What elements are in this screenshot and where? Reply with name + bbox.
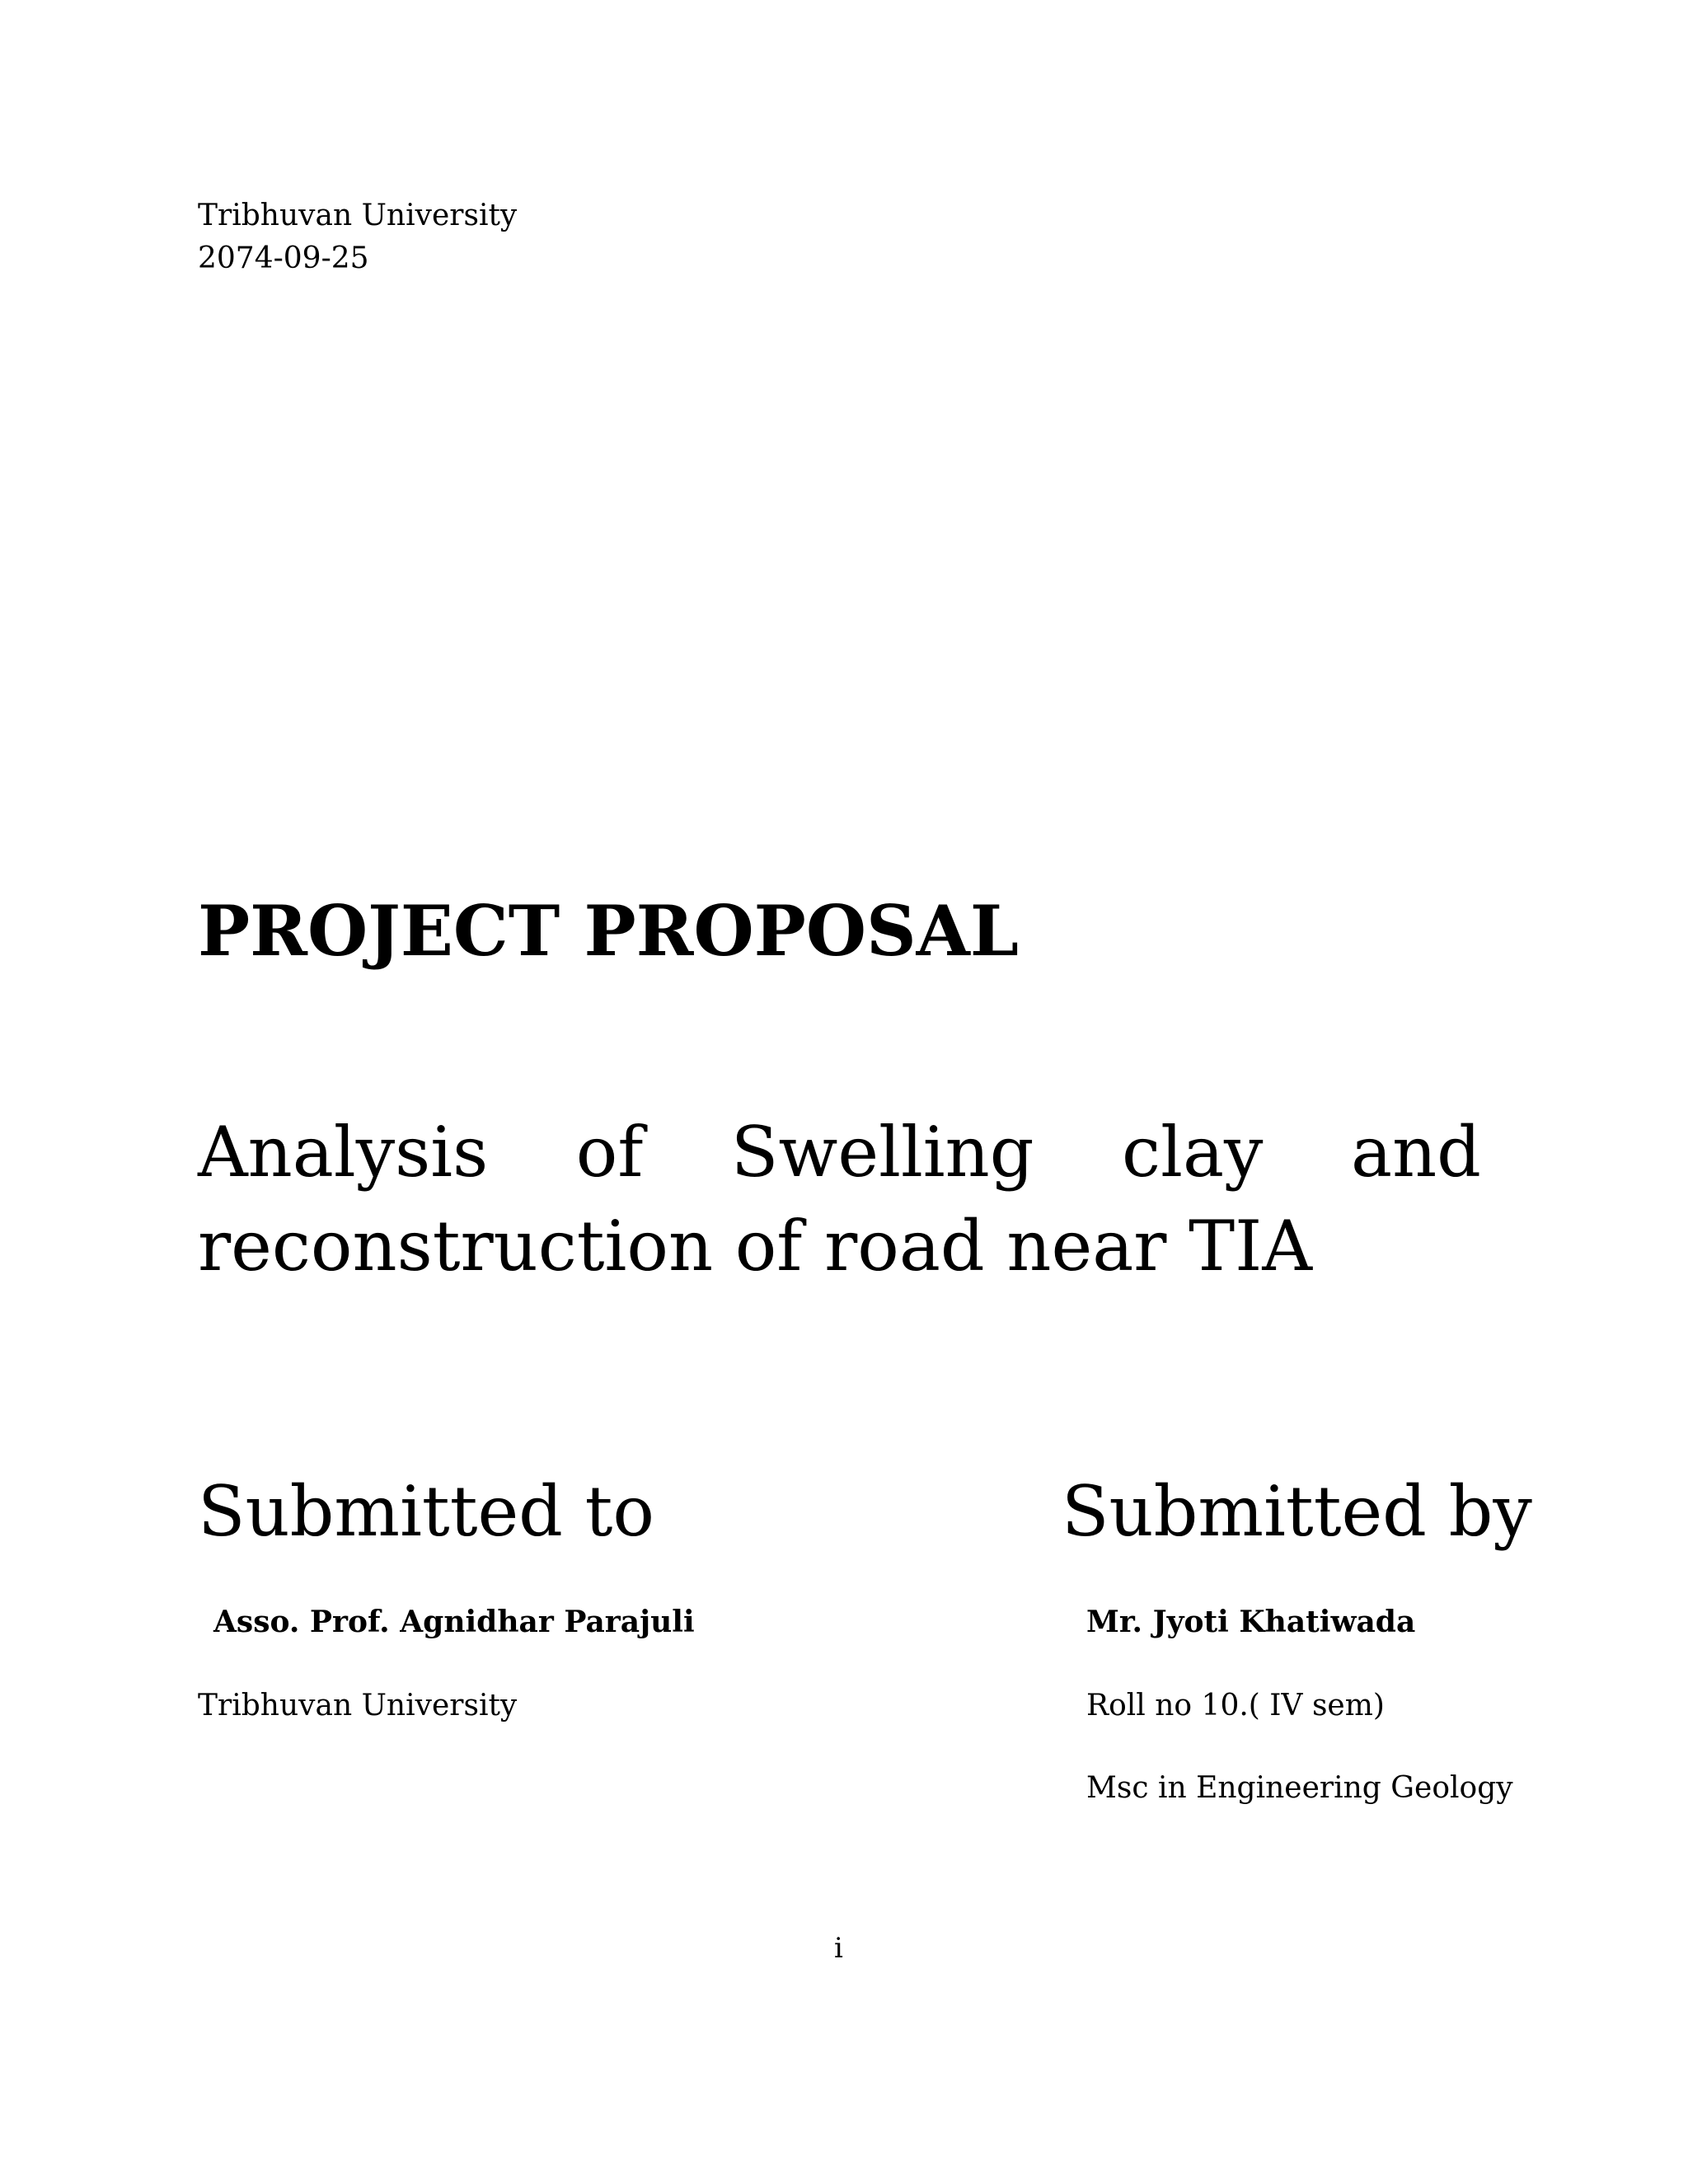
supervisor-affiliation: Tribhuvan University — [198, 1689, 518, 1722]
supervisor-name: Asso. Prof. Agnidhar Parajuli — [213, 1605, 695, 1639]
subtitle-word: clay — [1122, 1112, 1264, 1193]
subtitle-word: Swelling — [730, 1112, 1034, 1193]
subtitle-word: of — [575, 1112, 644, 1193]
institution-label: Tribhuvan University — [198, 199, 518, 232]
student-program: Msc in Engineering Geology — [1086, 1771, 1513, 1805]
student-roll: Roll no 10.( IV sem) — [1086, 1689, 1385, 1722]
submitted-to-heading: Submitted to — [198, 1471, 654, 1552]
date-label: 2074-09-25 — [198, 241, 369, 275]
subtitle-line-2: reconstruction of road near TIA — [198, 1206, 1312, 1286]
subtitle-line-1 — [198, 1106, 1481, 1198]
submitted-by-heading: Submitted by — [1062, 1471, 1532, 1552]
subtitle-word: Analysis — [198, 1112, 489, 1193]
student-name: Mr. Jyoti Khatiwada — [1086, 1605, 1416, 1639]
page-title: PROJECT PROPOSAL — [198, 890, 1019, 972]
page-number: i — [834, 1932, 843, 1965]
subtitle-word: and — [1351, 1112, 1481, 1193]
